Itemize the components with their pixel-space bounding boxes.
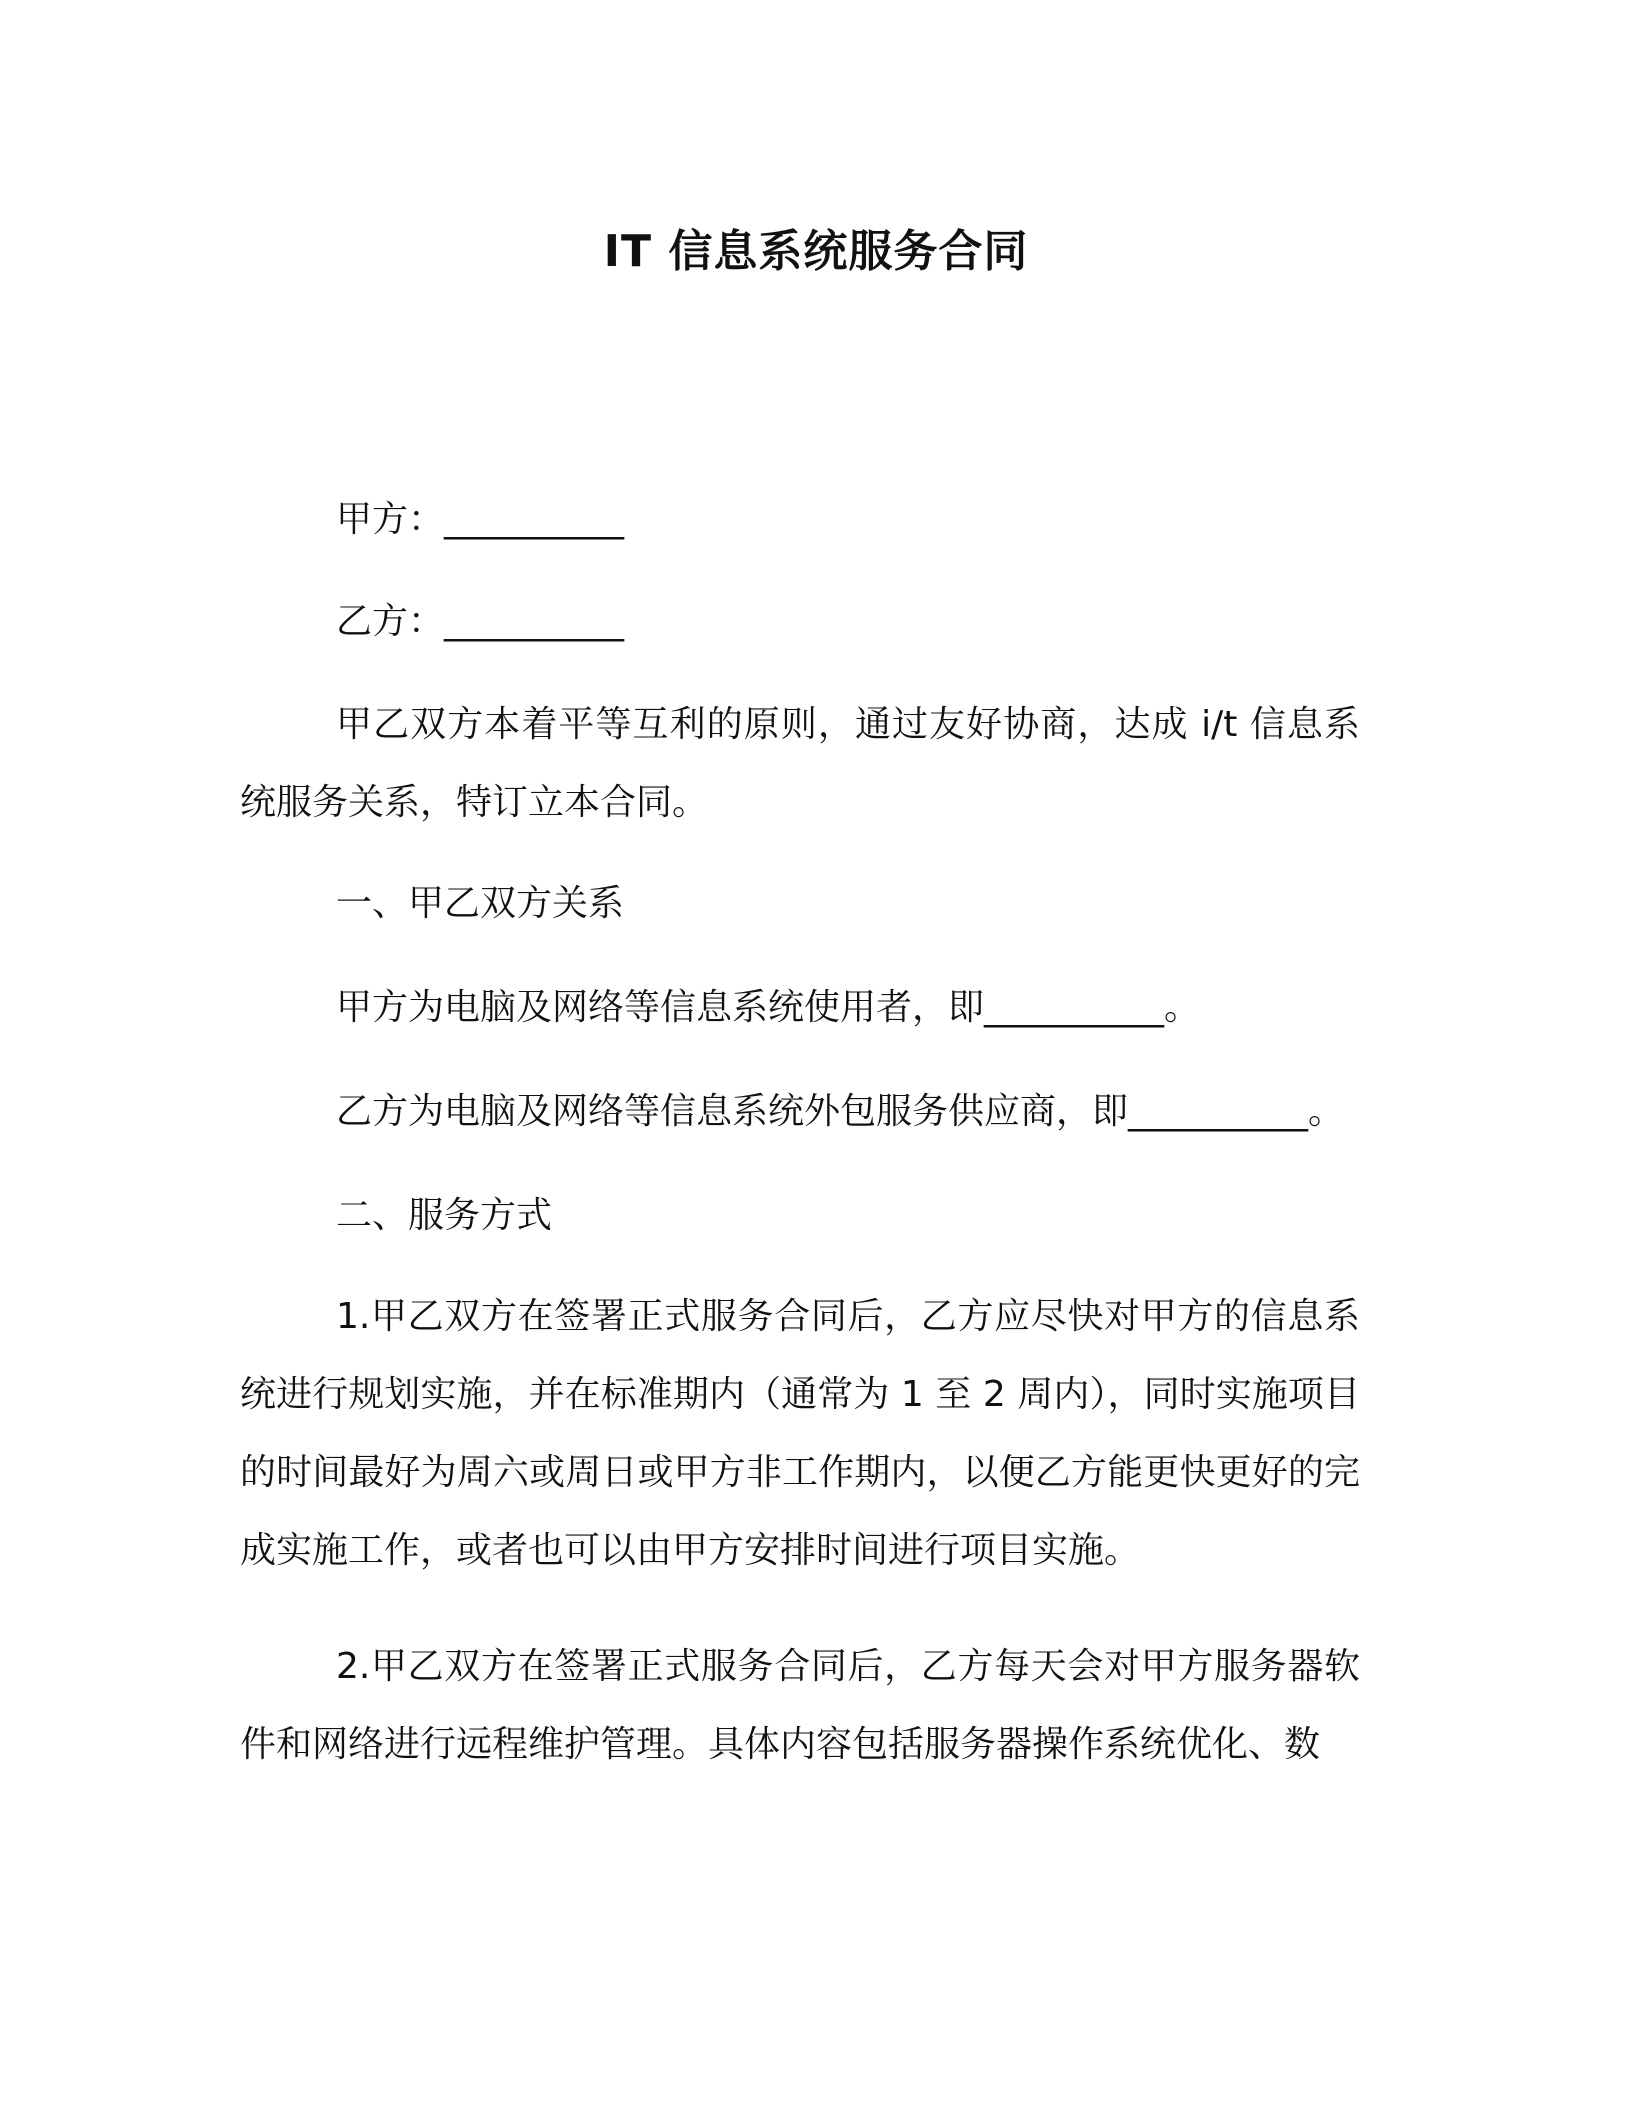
- section-heading-service-mode: 二、服务方式: [336, 1195, 553, 1236]
- clause-2-paragraph: 2.甲乙双方在签署正式服务合同后，乙方每天会对甲方服务器软件和网络进行远程维护管理。具体内容包括服务器操作系统优化、数: [240, 1646, 1360, 1765]
- intro-paragraph: 甲乙双方本着平等互利的原则，通过友好协商，达成 i/t 信息系统服务关系，特订立本合同。: [240, 704, 1360, 823]
- party-b-field: 乙方：__________: [336, 601, 625, 642]
- party-a-description: 甲方为电脑及网络等信息系统使用者，即__________。: [336, 987, 1201, 1028]
- party-a-field: 甲方：__________: [336, 499, 625, 540]
- clause-1-paragraph: 1.甲乙双方在签署正式服务合同后，乙方应尽快对甲方的信息系统进行规划实施，并在标准期内（通常为 1 至 2 周内），同时实施项目的时间最好为周六或周日或甲方非工作期内，以便乙方能更快更好的完成实施工作，或者也可以由甲方安排时间进行项目实施。: [240, 1296, 1360, 1571]
- page-title: IT 信息系统服务合同: [603, 226, 1029, 277]
- section-heading-relationship: 一、甲乙双方关系: [336, 883, 625, 924]
- party-b-description: 乙方为电脑及网络等信息系统外包服务供应商，即__________。: [336, 1091, 1345, 1132]
